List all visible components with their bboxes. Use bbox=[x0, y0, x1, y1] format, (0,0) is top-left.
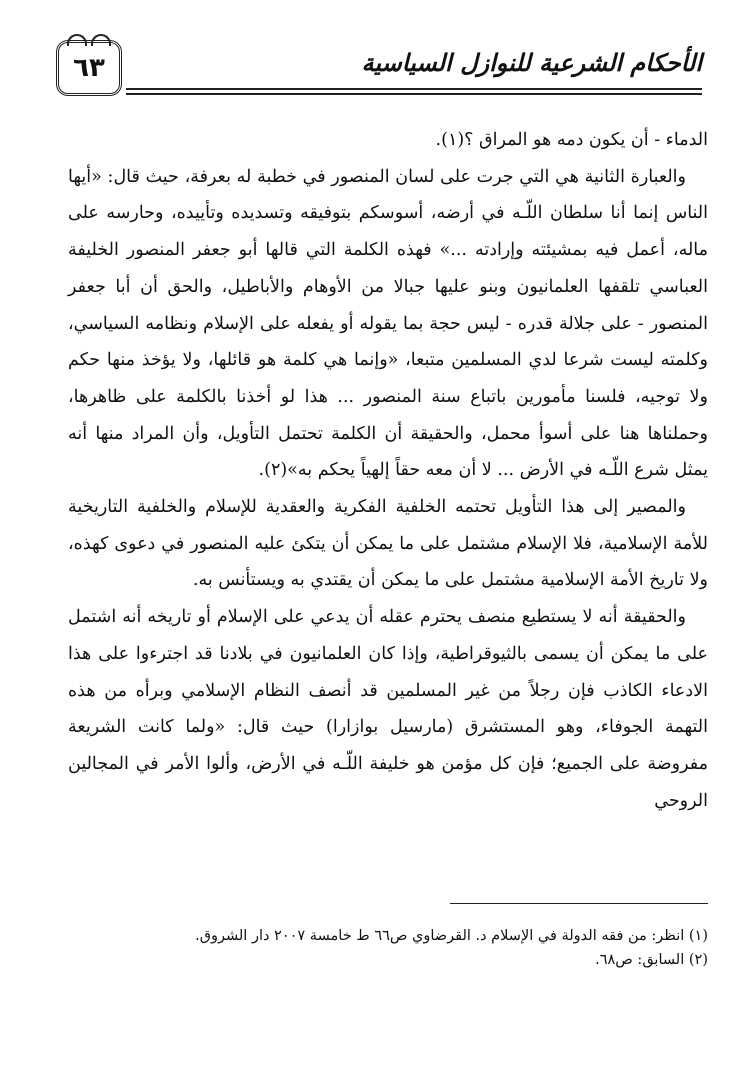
paragraph: والحقيقة أنه لا يستطيع منصف يحترم عقله أن يدعي على الإسلام أو تاريخه أنه اشتمل على ما يمكن أن يسمى بالثيوقراطية، وإذا كان العلمانيون في بلادنا قد اجترءوا على هذا الادعاء الكاذب فإن رجلاً من غير المسلمين قد أنصف النظام الإسلامي وبرأه من هذه التهمة الجوفاء، وهو المستشرق (مارسيل بوازارا) حيث قال: «ولما كانت الشريعة مفروضة على الجميع؛ فإن كل مؤمن هو خليفة اللّـه في الأرض، وألوا الأمر في المجالين الروحي bbox=[68, 607, 708, 811]
paragraph: الدماء - أن يكون دمه هو المراق ؟(١). bbox=[435, 130, 708, 150]
footnote: (١) انظر: من فقه الدولة في الإسلام د. القرضاوي ص٦٦ ط خامسة ٢٠٠٧ دار الشروق. bbox=[195, 928, 708, 944]
paragraph: والمصير إلى هذا التأويل تحتمه الخلفية الفكرية والعقدية للإسلام والخلفية التاريخية للأمة الإسلامية، فلا الإسلام مشتمل على ما يمكن أن يتكئ عليه المنصور في دعوى كهذه، ولا تاريخ الأمة الإسلامية مشتمل على ما يمكن أن يقتدي به ويستأنس به. bbox=[68, 497, 708, 591]
header-rule bbox=[126, 88, 702, 95]
body-text bbox=[68, 122, 708, 819]
footnotes bbox=[68, 924, 708, 972]
footnote: (٢) السابق: ص٦٨. bbox=[595, 952, 708, 968]
page-number-frame bbox=[56, 40, 122, 96]
page-number: ٦٣ bbox=[73, 53, 105, 83]
page-header bbox=[56, 40, 702, 110]
paragraph: والعبارة الثانية هي التي جرت على لسان المنصور في خطبة له بعرفة، حيث قال: «أيها الناس إنما أنا سلطان اللّـه في أرضه، أسوسكم بتوفيقه وتسديده وتأييده، وحارسه على ماله، أعمل فيه بمشيئته وإرادته ...» فهذه الكلمة التي قالها أبو جعفر المنصور الخليفة العباسي تلقفها العلمانيون وبنو عليها جبالا من الأوهام والأباطيل، والحق أن أبا جعفر المنصور - على جلالة قدره - ليس حجة بما يقوله أو يفعله على الإسلام ونظامه السياسي، وكلمته ليست شرعا لدي المسلمين متبعا، «وإنما هي كلمة هو قائلها، ولا يؤخذ منها حكم ولا توجيه، فلسنا مأمورين باتباع سنة المنصور ... هذا لو أخذنا بالكلمة على ظاهرها، وحملناها هنا على أسوأ محمل، والحقيقة أن الكلمة تحتمل التأويل، وأن المراد منها أنه يمثل شرع اللّـه في الأرض ... لا أن معه حقاً إلهياً يحكم به»(٢). bbox=[68, 166, 708, 481]
footnote-separator bbox=[450, 903, 708, 904]
running-title: الأحكام الشرعية للنوازل السياسية bbox=[361, 48, 702, 77]
